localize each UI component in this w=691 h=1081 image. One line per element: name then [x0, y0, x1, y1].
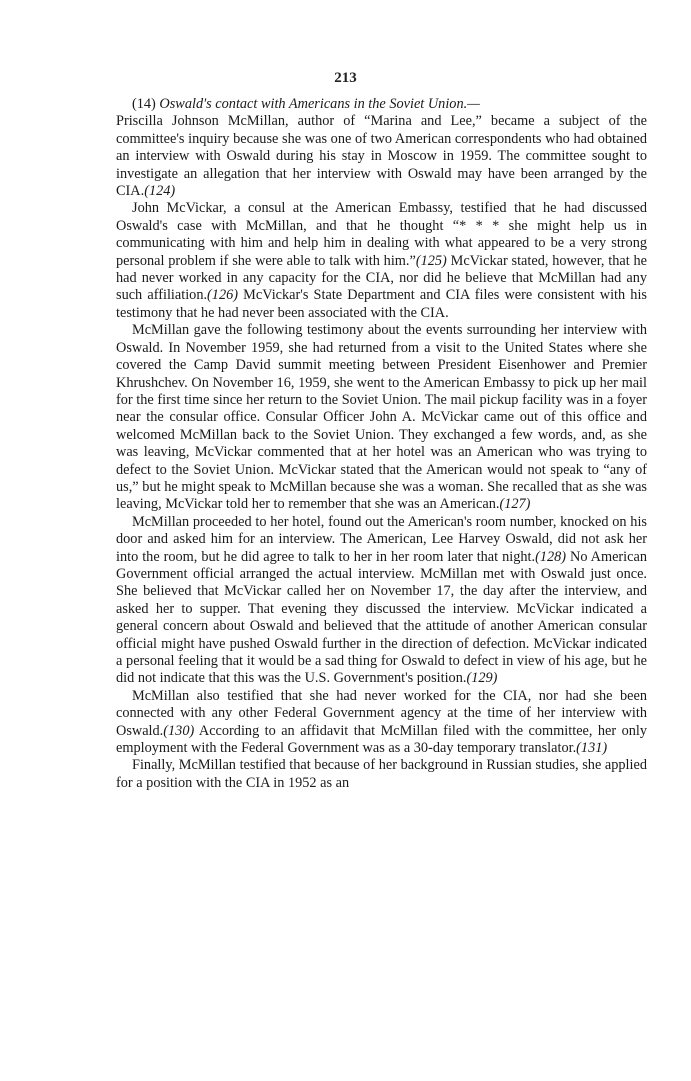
paragraph-section-heading — [116, 96, 647, 113]
citation: (127) — [499, 496, 531, 513]
citation: (131) — [576, 740, 608, 757]
citation: (126) — [207, 287, 239, 304]
text-run: McMillan also testified that she had never worked for the CIA, nor had she been connected with any other Federal Government agency at the time of her interview with Oswald. — [116, 687, 647, 739]
section-number: (14) — [132, 96, 156, 112]
page-number: 213 — [334, 70, 357, 86]
text-run: McMillan gave the following testimony about the events surrounding her interview with Oswald. In November 1959, she had returned from a visit to the United States where she covered the Camp David summit meeting between President Eisenhower and Premier Khrushchev. On November 16, 1959, she went to the American Embassy to pick up her mail for the first time since her return to the Soviet Union. The mail pickup facility was in a foyer near the consular office. Consular Officer John A. McVickar came out of this office and welcomed McMillan back to the Soviet Union. They exchanged a few words, and, as she was leaving, McVickar commented that at her hotel was an American who was trying to defect to the Soviet Union. McVickar stated that the American would not speak to “any of us,” but he might speak to McMillan because she was a woman. She recalled that as she was leaving, McVickar told her to remember that she was an American. — [116, 322, 647, 513]
paragraph — [116, 688, 647, 758]
body-text — [116, 96, 647, 792]
citation: (129) — [466, 670, 498, 687]
text-run: McMillan proceeded to her hotel, found out the American's room number, knocked on his door and asked him for an interview. The American, Lee Harvey Oswald, did not ask her into the room, but he did agree to talk to her in her room later that night. — [116, 513, 647, 565]
citation: (130) — [163, 722, 195, 739]
text-run: Priscilla Johnson McMillan, author of “Marina and Lee,” became a subject of the committee's inquiry because she was one of two American correspondents who had obtained an interview with Oswald during his stay in Moscow in 1959. The committee sought to investigate an allegation that her interview with Oswald may have been arranged by the CIA. — [116, 113, 647, 200]
paragraph — [116, 757, 647, 792]
paragraph — [116, 113, 647, 200]
text-run: John McVickar, a consul at the American Embassy, testified that he had discussed Oswald's case with McMillan, and that he thought “* * * she might help us in communicating with him and help him in dealing with what appeared to be a very strong personal problem if she were able to talk with him.” — [116, 200, 647, 269]
paragraph — [116, 322, 647, 513]
text-run: Finally, McMillan testified that because of her background in Russian studies, she applied for a position with the CIA in 1952 as an — [116, 757, 647, 791]
text-run: McVickar stated, however, that he had never worked in any capacity for the CIA, nor did he believe that McMillan had any such affiliation. — [116, 252, 648, 304]
paragraph — [116, 200, 647, 322]
citation: (128) — [535, 548, 567, 565]
citation: (124) — [144, 183, 176, 200]
citation: (125) — [415, 252, 447, 269]
paragraph — [116, 514, 647, 688]
text-run: No American Government official arranged the actual interview. McMillan met with Oswald just once. She believed that McVickar called her on November 17, the day after the interview, and asked her to supper. That evening they discussed the interview. McVickar indicated a general concern about Oswald and believed that the attitude of another American consular official might have pushed Oswald further in the direction of defection. McVickar indicated a personal feeling that it would be a sad thing for Oswald to defect in view of his age, but he did not indicate that this was the U.S. Government's position. — [116, 548, 647, 687]
section-heading: Oswald's contact with Americans in the Soviet Union.— — [159, 96, 480, 112]
text-run: According to an affidavit that McMillan filed with the committee, her only employment with the Federal Government was as a 30-day temporary translator. — [116, 722, 647, 757]
text-run: McVickar's State Department and CIA files were consistent with his testimony that he had never been associated with the CIA. — [116, 287, 647, 321]
